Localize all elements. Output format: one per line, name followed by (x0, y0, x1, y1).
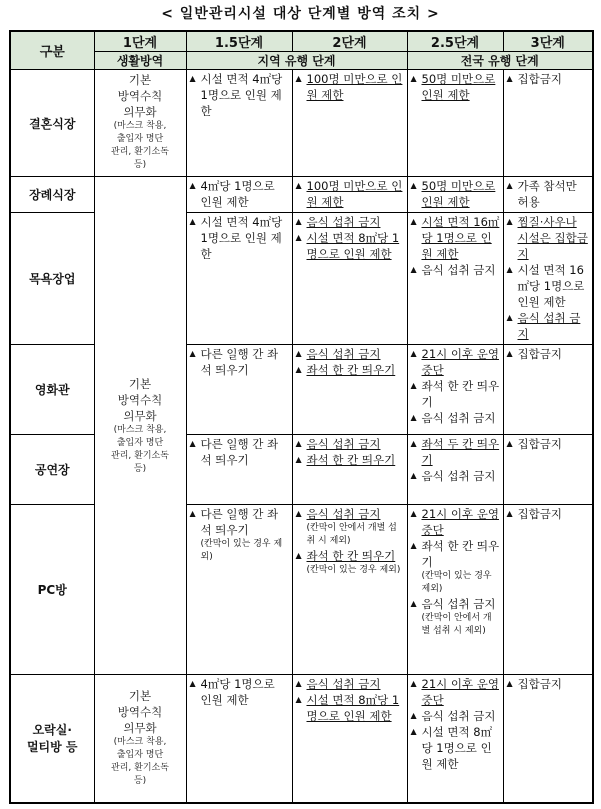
cell-s2: ▲ 음식 섭취 금지 ▲ 시설 면적 8㎡당 1명으로 인원 제한 (292, 675, 407, 803)
header-sub-local: 지역 유행 단계 (186, 52, 407, 70)
cell-s15: ▲ 4㎡당 1명으로 인원 제한 (186, 177, 292, 213)
facility-name: PC방 (10, 505, 94, 675)
cell-s2: ▲ 음식 섭취 금지 ▲ 시설 면적 8㎡당 1명으로 인원 제한 (292, 213, 407, 345)
header-stage2: 2단계 (292, 31, 407, 52)
header-stage15: 1.5단계 (186, 31, 292, 52)
cell-s15: ▲ 시설 면적 4㎡당 1명으로 인원 제한 (186, 213, 292, 345)
cell-s2: ▲ 음식 섭취 금지 ▲ 좌석 한 칸 띄우기 (292, 345, 407, 435)
cell-s3: ▲ 집합금지 (503, 505, 593, 675)
facility-name: 목욕장업 (10, 213, 94, 345)
cell-s3: ▲ 집합금지 (503, 675, 593, 803)
cell-s15: ▲ 4㎡당 1명으로 인원 제한 (186, 675, 292, 803)
cell-s2: ▲ 100명 미만으로 인원 제한 (292, 70, 407, 177)
cell-s3: ▲ 집합금지 (503, 345, 593, 435)
cell-s3: ▲ 찜질·사우나 시설은 집합금지 ▲ 시설 면적 16㎡당 1명으로 인원 제한 ▲ 음식 섭취 금지 (503, 213, 593, 345)
cell-s2: ▲ 음식 섭취 금지 ▲ 좌석 한 칸 띄우기 (292, 435, 407, 505)
cell-s3: ▲ 가족 참석만 허용 (503, 177, 593, 213)
cell-s15: ▲ 다른 일행 간 좌석 띄우기 (186, 435, 292, 505)
facility-name: 장례식장 (10, 177, 94, 213)
basic-rules-2: 기본 방역수칙 의무화 (마스크 착용, 출입자 명단 관리, 환기소독 등) (94, 177, 186, 675)
cell-s25: ▲ 좌석 두 칸 띄우기 ▲ 음식 섭취 금지 (407, 435, 503, 505)
cell-s3: ▲ 집합금지 (503, 70, 593, 177)
header-stage25: 2.5단계 (407, 31, 503, 52)
header-stage1: 1단계 (94, 31, 186, 52)
cell-s25: ▲ 50명 미만으로 인원 제한 (407, 70, 503, 177)
cell-s25: ▲ 21시 이후 운영 중단 ▲ 음식 섭취 금지 ▲ 시설 면적 8㎡당 1명으로 인원 제한 (407, 675, 503, 803)
facility-name: 결혼식장 (10, 70, 94, 177)
facility-name: 오락실· 멀티방 등 (10, 675, 94, 803)
cell-s25: ▲ 50명 미만으로 인원 제한 (407, 177, 503, 213)
cell-s25: ▲ 21시 이후 운영 중단 ▲ 좌석 한 칸 띄우기 ▲ 음식 섭취 금지 (407, 345, 503, 435)
facility-name: 영화관 (10, 345, 94, 435)
cell-s25: ▲ 21시 이후 운영 중단 ▲ 좌석 한 칸 띄우기 (칸막이 있는 경우 제외) ▲ 음식 섭취 금지 (칸막이 안에서 개별 섭취 시 제외) (407, 505, 503, 675)
cell-s2: ▲ 100명 미만으로 인원 제한 (292, 177, 407, 213)
cell-s15: ▲ 시설 면적 4㎡당 1명으로 인원 제한 (186, 70, 292, 177)
basic-rules-3: 기본 방역수칙 의무화 (마스크 착용, 출입자 명단 관리, 환기소독 등) (94, 675, 186, 803)
cell-s2: ▲ 음식 섭취 금지 (칸막이 안에서 개별 섭취 시 제외) ▲ 좌석 한 칸 띄우기 (칸막이 있는 경우 제외) (292, 505, 407, 675)
basic-rules-1: 기본 방역수칙 의무화 (마스크 착용, 출입자 명단 관리, 환기소독 등) (94, 70, 186, 177)
measures-table (9, 30, 594, 804)
cell-s15: ▲ 다른 일행 간 좌석 띄우기 (칸막이 있는 경우 제외) (186, 505, 292, 675)
cell-s15: ▲ 다른 일행 간 좌석 띄우기 (186, 345, 292, 435)
cell-s25: ▲ 시설 면적 16㎡당 1명으로 인원 제한 ▲ 음식 섭취 금지 (407, 213, 503, 345)
header-stage3: 3단계 (503, 31, 593, 52)
page-title: < 일반관리시설 대상 단계별 방역 조치 > (161, 6, 440, 22)
header-sub-life: 생활방역 (94, 52, 186, 70)
facility-name: 공연장 (10, 435, 94, 505)
header-sub-national: 전국 유행 단계 (407, 52, 593, 70)
header-category: 구분 (10, 31, 94, 70)
cell-s3: ▲ 집합금지 (503, 435, 593, 505)
